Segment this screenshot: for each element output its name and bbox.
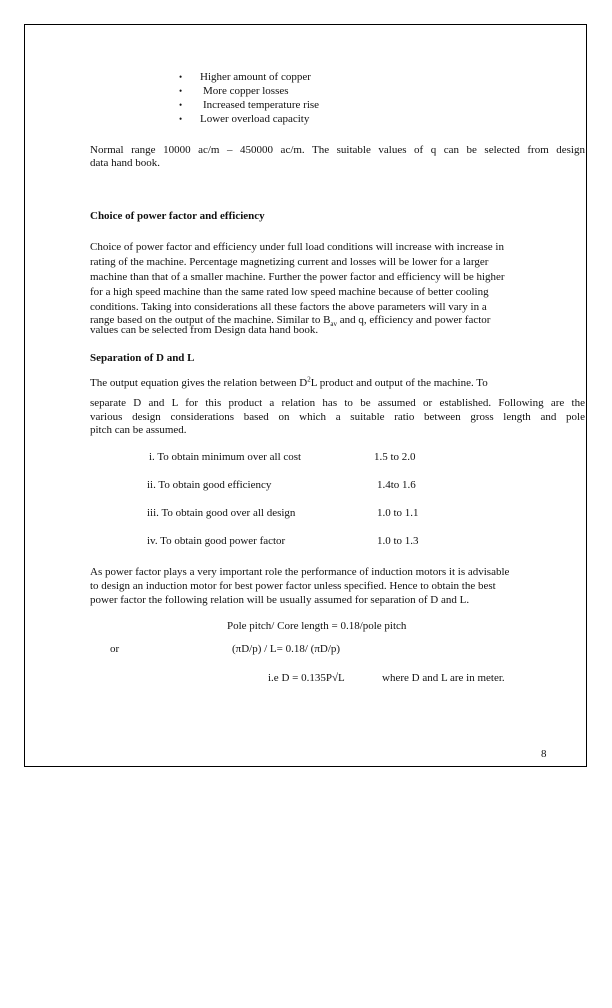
paragraph-line: for a high speed machine than the same rated low speed machine because of better cooling [90, 286, 489, 298]
page-number: 8 [541, 748, 547, 760]
paragraph-line: separate D and L for this product a relation has to be assumed or established. Following are the [90, 397, 585, 409]
paragraph-line: Choice of power factor and efficiency under full load conditions will increase with increase in [90, 241, 504, 253]
list-item: Lower overload capacity [200, 113, 310, 125]
ratio-value: 1.0 to 1.1 [377, 507, 419, 519]
section-heading: Separation of D and L [90, 352, 195, 364]
bullet-icon: • [179, 114, 183, 124]
ratio-label: i. To obtain minimum over all cost [149, 451, 302, 463]
or-label: or [110, 643, 120, 655]
equation-pole-pitch: Pole pitch/ Core length = 0.18/pole pitch [227, 620, 407, 632]
paragraph-line: conditions. Taking into considerations all these factors the above parameters will vary in a [90, 301, 487, 313]
paragraph-line: values can be selected from Design data hand book. [90, 324, 319, 336]
paragraph-line: various design considerations based on which a suitable ratio between gross length and pole [90, 411, 585, 423]
paragraph-line: rating of the machine. Percentage magnetizing current and losses will be lower for a larger [90, 256, 489, 268]
paragraph-line: range based on the output of the machine. Similar to $B_{av}$ and q, efficiency and power factor [90, 314, 491, 329]
equation-diameter: i.e D = 0.135P√L [268, 672, 345, 684]
equation-ratio: (πD/p) / L= 0.18/ (πD/p) [232, 643, 341, 655]
normal-range-line: data hand book. [90, 157, 160, 169]
ratio-label: iv. To obtain good power factor [147, 535, 286, 547]
list-item: Higher amount of copper [200, 71, 311, 83]
ratio-value: 1.5 to 2.0 [374, 451, 416, 463]
ratio-value: 1.0 to 1.3 [377, 535, 419, 547]
paragraph-line: As power factor plays a very important role the performance of induction motors it is advisable [90, 566, 510, 578]
paragraph-line: The output equation gives the relation between $D^2L$ product and output of the machine. To [90, 375, 488, 389]
paragraph-line: power factor the following relation will be usually assumed for separation of D and L. [90, 594, 470, 606]
list-item: Increased temperature rise [203, 99, 320, 111]
list-item: More copper losses [203, 85, 289, 97]
ratio-value: 1.4to 1.6 [377, 479, 416, 491]
bullet-icon: • [179, 100, 183, 110]
ratio-label: iii. To obtain good over all design [147, 507, 296, 519]
normal-range-line: Normal range 10000 ac/m – 450000 ac/m. The suitable values of q can be selected from design [90, 144, 585, 156]
ratio-label: ii. To obtain good efficiency [147, 479, 272, 491]
paragraph-line: machine than that of a smaller machine. Further the power factor and efficiency will be higher [90, 271, 505, 283]
bullet-icon: • [179, 86, 183, 96]
paragraph-line: to design an induction motor for best power factor unless specified. Hence to obtain the best [90, 580, 496, 592]
bullet-icon: • [179, 72, 183, 82]
section-heading: Choice of power factor and efficiency [90, 210, 265, 222]
equation-note: where D and L are in meter. [382, 672, 505, 684]
paragraph-line: pitch can be assumed. [90, 424, 187, 436]
